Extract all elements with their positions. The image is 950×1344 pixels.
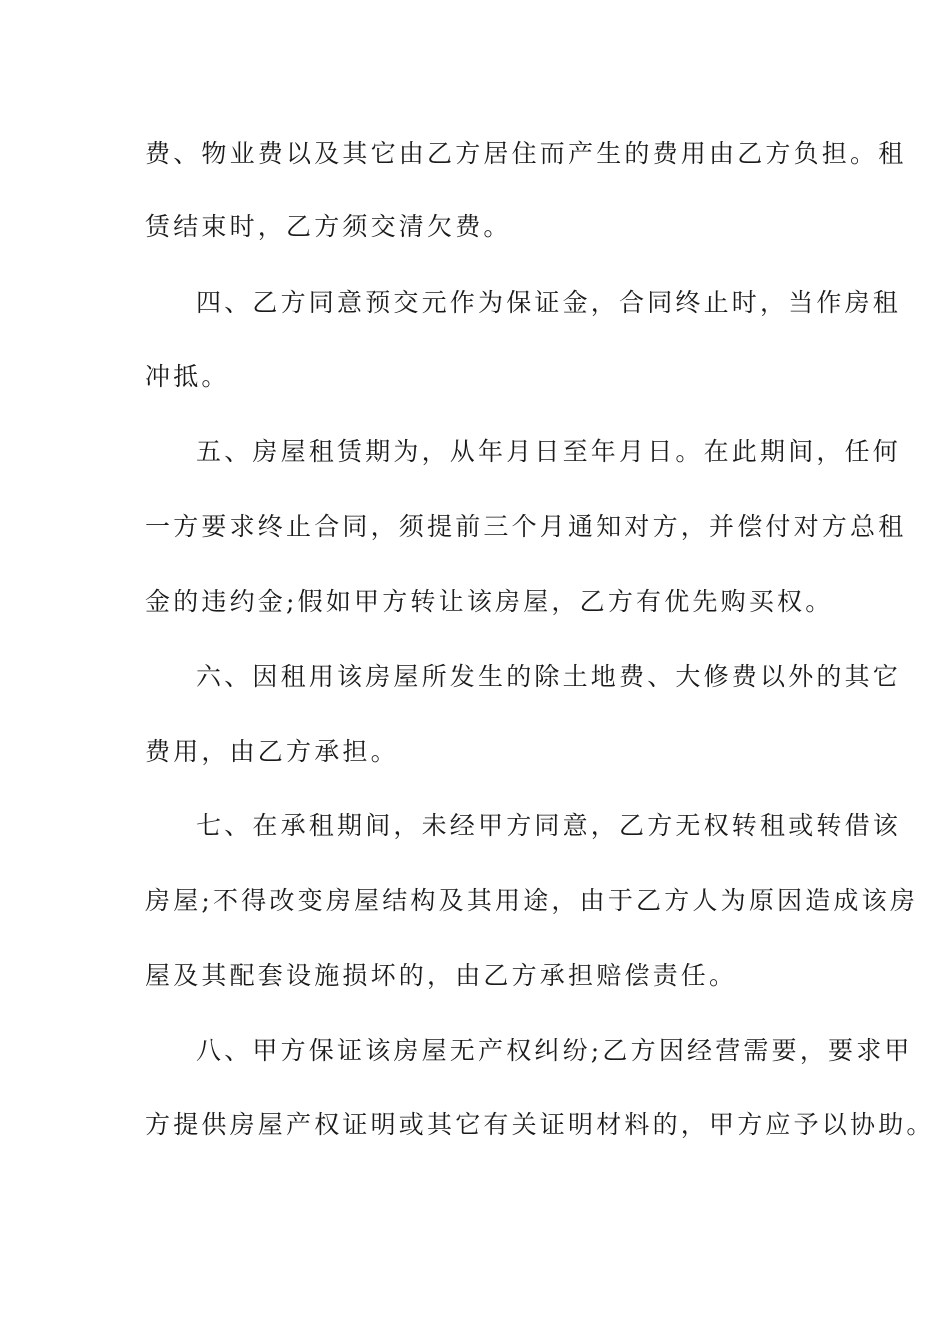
paragraph-6-start: 六、因租用该房屋所发生的除土地费、大修费以外的其它 <box>196 662 902 691</box>
paragraph-8-start: 八、甲方保证该房屋无产权纠纷;乙方因经营需要，要求甲 <box>196 1036 913 1065</box>
text-line: 费、物业费以及其它由乙方居住而产生的费用由乙方负担。租 <box>145 139 907 168</box>
text-line: 冲抵。 <box>145 362 230 391</box>
paragraph-4-start: 四、乙方同意预交元作为保证金，合同终止时，当作房租 <box>196 288 902 317</box>
text-line: 房屋;不得改变房屋结构及其用途，由于乙方人为原因造成该房 <box>145 886 919 915</box>
text-line: 屋及其配套设施损坏的，由乙方承担赔偿责任。 <box>145 961 738 990</box>
text-line: 金的违约金;假如甲方转让该房屋，乙方有优先购买权。 <box>145 587 834 616</box>
text-line: 赁结束时，乙方须交清欠费。 <box>145 212 512 241</box>
text-line: 方提供房屋产权证明或其它有关证明材料的，甲方应予以协助。 <box>145 1110 935 1139</box>
text-line: 一方要求终止合同，须提前三个月通知对方，并偿付对方总租 <box>145 512 907 541</box>
text-line: 费用，由乙方承担。 <box>145 737 399 766</box>
paragraph-7-start: 七、在承租期间，未经甲方同意，乙方无权转租或转借该 <box>196 811 902 840</box>
paragraph-5-start: 五、房屋租赁期为，从年月日至年月日。在此期间，任何 <box>196 437 902 466</box>
